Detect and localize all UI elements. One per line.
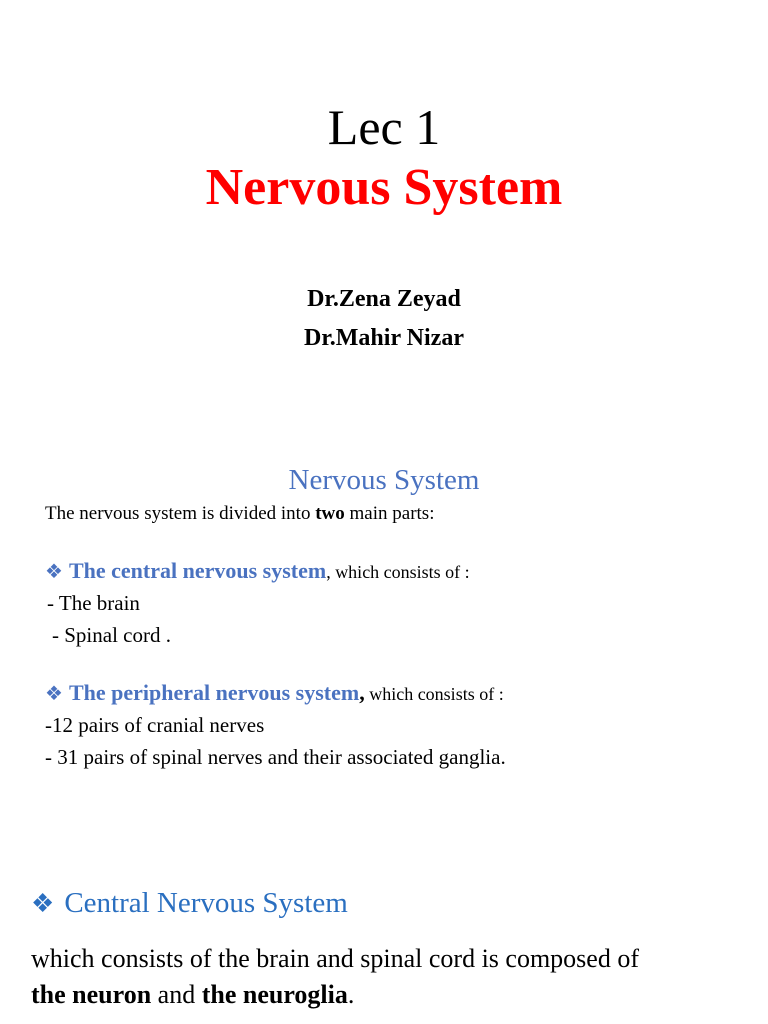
- author-1: Dr.Zena Zeyad: [307, 286, 461, 312]
- paragraph-end: .: [347, 980, 355, 1009]
- pns-bullet-heading: The peripheral nervous system: [68, 680, 360, 705]
- cns-paragraph-line-2: [31, 978, 354, 1012]
- neuroglia-term: the neuroglia: [201, 980, 348, 1009]
- intro-after: main parts:: [344, 503, 435, 524]
- list-item: - The brain: [47, 591, 140, 615]
- list-item: -12 pairs of cranial nerves: [45, 713, 265, 737]
- section-title: Nervous System: [288, 464, 480, 496]
- cns-bullet: [45, 558, 470, 585]
- paragraph-mid: and: [151, 980, 202, 1009]
- lecture-number: Lec 1: [327, 99, 441, 155]
- diamond-bullet-icon: ❖: [31, 889, 55, 918]
- diamond-bullet-icon: ❖: [45, 561, 63, 583]
- cns-heading: [31, 884, 348, 923]
- list-item: - Spinal cord .: [52, 623, 171, 647]
- author-2: Dr.Mahir Nizar: [304, 325, 464, 351]
- pns-bullet: [45, 680, 504, 707]
- pns-bullet-suffix: which consists of :: [364, 684, 504, 704]
- cns-bullet-heading: The central nervous system: [68, 558, 327, 583]
- list-item: - 31 pairs of spinal nerves and their associated ganglia.: [45, 745, 506, 769]
- diamond-bullet-icon: ❖: [45, 683, 63, 705]
- pns-bullet-comma: ,: [359, 680, 365, 705]
- intro-bold: two: [315, 503, 345, 524]
- cns-paragraph-line-1: which consists of the brain and spinal cord is composed of: [31, 944, 639, 973]
- slide-title: Nervous System: [205, 159, 563, 216]
- neuron-term: the neuron: [31, 980, 152, 1009]
- cns-bullet-suffix: , which consists of :: [326, 562, 470, 582]
- intro-text: [45, 502, 434, 526]
- intro-before: The nervous system is divided into: [45, 503, 316, 524]
- cns-heading-text: Central Nervous System: [64, 887, 348, 919]
